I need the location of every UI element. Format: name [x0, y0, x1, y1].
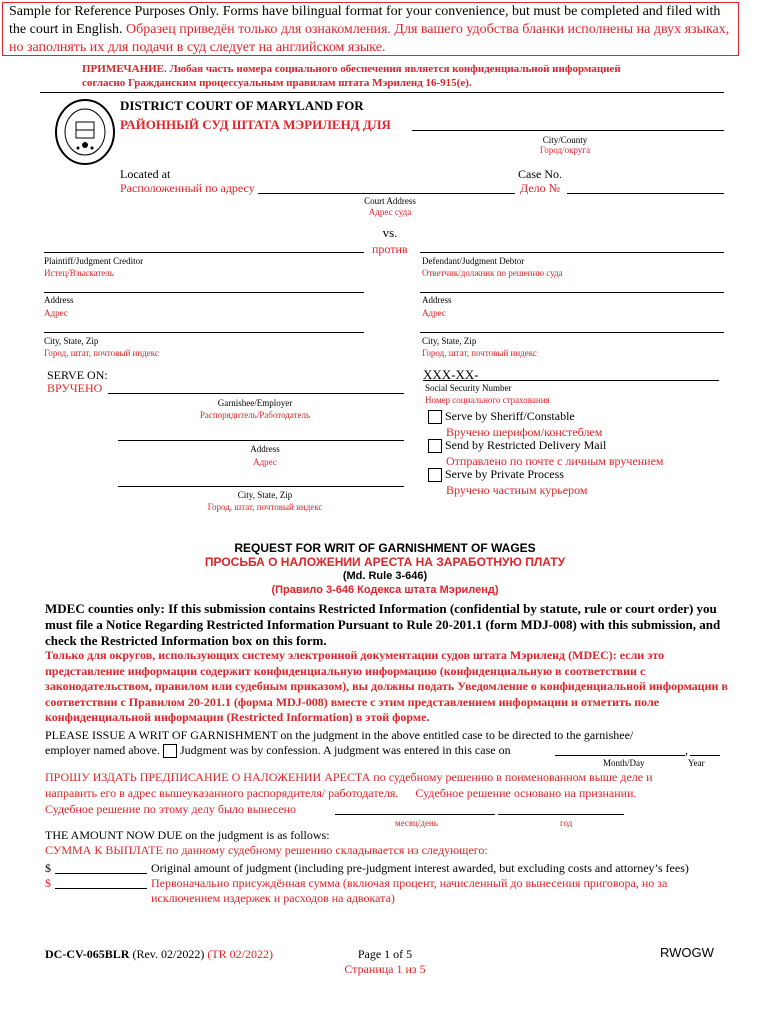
serve-mail-option[interactable] — [428, 438, 606, 453]
garnishee-address-en: Address — [250, 444, 280, 454]
judgment-monthday-field-ru[interactable] — [335, 814, 495, 815]
serve-on-ru: ВРУЧЕНО — [47, 381, 103, 395]
judgment-year-field-ru[interactable] — [498, 814, 624, 815]
note-line-1: ПРИМЕЧАНИЕ. Любая часть номера социального обеспечения является конфиденциальной информацией — [82, 63, 621, 75]
defendant-csz-ru: Город, штат, почтовый индекс — [422, 348, 537, 358]
month-day-label-ru: месяц/день — [395, 818, 438, 828]
garnishee-name-field[interactable] — [108, 393, 404, 394]
plaintiff-address-en: Address — [44, 295, 74, 305]
page-number-en: Page 1 of 5 — [357, 947, 413, 961]
court-address-label-ru: Адрес суда — [368, 207, 412, 217]
form-title-ru: ПРОСЬБА О НАЛОЖЕНИИ АРЕСТА НА ЗАРАБОТНУЮ ПЛАТУ — [204, 555, 566, 569]
garnishee-csz-field[interactable] — [118, 486, 404, 487]
private-label-en: Serve by Private Process — [445, 467, 564, 481]
ssn-label-ru: Номер социального страхования — [425, 395, 550, 405]
garnishee-address-field[interactable] — [118, 440, 404, 441]
request-confession-text-ru: Судебное решение основано на признании. — [415, 786, 637, 800]
judgment-monthday-field[interactable] — [555, 755, 685, 756]
dollar-sign-ru: $ — [45, 876, 51, 890]
serve-on-en: SERVE ON: — [47, 368, 108, 382]
footer-form-id — [45, 947, 273, 962]
located-at-en: Located at — [120, 167, 171, 181]
defendant-address-field[interactable] — [420, 292, 724, 293]
sheriff-checkbox[interactable] — [428, 410, 442, 424]
ssn-label-en: Social Security Number — [425, 383, 512, 393]
defendant-csz-field[interactable] — [420, 332, 724, 333]
confession-checkbox[interactable] — [163, 744, 177, 758]
request-employer-text: employer named above. — [45, 743, 160, 757]
month-day-label-en: Month/Day — [603, 758, 645, 768]
original-amount-field[interactable] — [55, 873, 147, 874]
mail-label-en: Send by Restricted Delivery Mail — [445, 438, 607, 452]
ssn-field[interactable] — [423, 380, 719, 381]
case-no-en: Case No. — [518, 167, 562, 181]
banner-english: Sample for Reference Purposes Only. Forms have bilingual format for your convenience, but must be completed and filed with the court in English. — [9, 4, 721, 37]
sheriff-label-ru: Вручено шерифом/констеблем — [446, 425, 603, 439]
plaintiff-csz-en: City, State, Zip — [44, 336, 99, 346]
banner-russian: Образец приведён только для ознакомления. Для вашего удобства бланки исполнены на двух языках, но заполнять их для подачи в суд следует на английском языке. — [9, 22, 730, 55]
located-at-ru: Расположенный по адресу — [120, 181, 255, 195]
court-title-ru: РАЙОННЫЙ СУД ШТАТА МЭРИЛЕНД ДЛЯ — [120, 117, 391, 132]
plaintiff-label-en: Plaintiff/Judgment Creditor — [44, 256, 144, 266]
request-line-1-ru: ПРОШУ ИЗДАТЬ ПРЕДПИСАНИЕ О НАЛОЖЕНИИ АРЕСТА по судебному решению в поименованном выше деле и — [45, 770, 653, 784]
form-revision: (Rev. 02/2022) — [132, 947, 205, 961]
serve-sheriff-option[interactable] — [428, 409, 575, 424]
year-label-ru: год — [560, 818, 573, 828]
plaintiff-csz-ru: Город, штат, почтовый индекс — [44, 348, 159, 358]
note-line-2: согласно Гражданским процессуальным правилам штата Мэриленд 16-915(e). — [82, 77, 472, 89]
dollar-sign-en: $ — [45, 861, 51, 875]
original-amount-field-ru[interactable] — [55, 888, 147, 889]
request-employer-text-ru: направить его в адрес вышеуказанного распорядителя/ работодателя. — [45, 786, 399, 800]
garnishee-csz-en: City, State, Zip — [237, 490, 293, 500]
defendant-csz-en: City, State, Zip — [422, 336, 477, 346]
rule-en: (Md. Rule 3-646) — [342, 570, 428, 582]
mdec-notice-ru: Только для округов, использующих систему электронной документации судов штата Мэриленд (MDEC): если это представление информации содержит конфиденциальную информацию (конфиденциальную в соответствии с законодательством, правилом или судебным приказом), вы должны подать Уведомление о конфиденциальной информации в соответствии с Правилом 20-201.1 (форма MDJ-008) вместе с этим представлением информации и отметить поле конфиденциальной информации (Restricted Information) в этой форме. — [45, 648, 728, 724]
city-county-field[interactable] — [412, 130, 724, 131]
defendant-address-en: Address — [422, 295, 452, 305]
defendant-label-en: Defendant/Judgment Debtor — [422, 256, 525, 266]
garnishee-label-ru: Распорядитель/Работодатель — [199, 410, 311, 420]
amount-due-en: THE AMOUNT NOW DUE on the judgment is as follows: — [45, 828, 330, 842]
amount-due-ru: СУММА К ВЫПЛАТЕ по данному судебному решению складывается из следующего: — [45, 843, 488, 857]
garnishee-label-en: Garnishee/Employer — [217, 398, 293, 408]
form-title-en: REQUEST FOR WRIT OF GARNISHMENT OF WAGES — [234, 541, 536, 555]
divider — [40, 92, 724, 93]
garnishee-address-ru: Адрес — [253, 457, 277, 467]
plaintiff-address-field[interactable] — [44, 292, 364, 293]
plaintiff-name-field[interactable] — [44, 252, 364, 253]
judgment-year-field[interactable] — [690, 755, 720, 756]
court-seal — [54, 98, 116, 166]
request-line-3-ru: Судебное решение по этому делу было вынесено — [45, 802, 297, 816]
plaintiff-address-ru: Адрес — [44, 308, 68, 318]
defendant-label-ru: Ответчик/должник по решению суда — [422, 268, 563, 278]
defendant-address-ru: Адрес — [422, 308, 446, 318]
form-translation-rev: (TR 02/2022) — [207, 947, 274, 961]
mail-checkbox[interactable] — [428, 439, 442, 453]
garnishee-csz-ru: Город, штат, почтовый индекс — [207, 502, 323, 512]
city-county-label-ru: Город/округа — [539, 145, 591, 155]
court-address-field[interactable] — [258, 193, 515, 194]
plaintiff-csz-field[interactable] — [44, 332, 364, 333]
defendant-name-field[interactable] — [420, 252, 724, 253]
form-number: DC-CV-065BLR — [45, 947, 130, 961]
private-checkbox[interactable] — [428, 468, 442, 482]
original-amount-ru-2: исключением издержек и расходов на адвоката) — [151, 891, 395, 905]
private-label-ru: Вручено частным курьером — [446, 483, 588, 497]
page-number-ru: Страница 1 из 5 — [344, 962, 426, 976]
confidential-note — [82, 62, 722, 90]
sheriff-label-en: Serve by Sheriff/Constable — [445, 409, 575, 423]
court-address-label-en: Court Address — [364, 196, 416, 206]
rule-ru: (Правило 3-646 Кодекса штата Мэриленд) — [271, 584, 499, 596]
case-no-ru: Дело № — [520, 181, 561, 195]
mail-label-ru: Отправлено по почте с личным вручением — [446, 454, 664, 468]
city-county-label-en: City/County — [542, 135, 588, 145]
vs-ru: против — [372, 242, 408, 256]
form-code: RWOGW — [660, 945, 714, 960]
vs-en: vs. — [382, 225, 398, 240]
year-label-en: Year — [688, 758, 705, 768]
original-amount-en: Original amount of judgment (including pre-judgment interest awarded, but excluding costs and attorney’s fees) — [151, 861, 689, 875]
court-title-en: DISTRICT COURT OF MARYLAND FOR — [120, 98, 364, 113]
original-amount-ru-1: Первоначально присуждённая сумма (включая процент, начисленный до вынесения приговора, но за — [151, 876, 668, 890]
request-confession-text: Judgment was by confession. A judgment was entered in this case on — [179, 743, 511, 757]
mdec-notice-en: MDEC counties only: If this submission contains Restricted Information (confidential by statute, rule or court order) you must file a Notice Regarding Restricted Information Pursuant to Rule 20-201.1 (form MDJ-008) with this submission, and check the Restricted Information box on this form. — [45, 601, 721, 648]
request-line-1-en: PLEASE ISSUE A WRIT OF GARNISHMENT on the judgment in the above entitled case to be directed to the garnishee/ — [45, 728, 634, 742]
comma-sep: , — [685, 743, 688, 757]
request-line-2-en — [45, 743, 511, 758]
request-line-2-ru — [45, 786, 636, 801]
sample-banner — [2, 2, 739, 56]
ssn-prefix: XXX-XX- — [423, 367, 479, 382]
plaintiff-label-ru: Истец/Взыскатель — [44, 268, 114, 278]
serve-private-option[interactable] — [428, 467, 564, 482]
case-number-field[interactable] — [567, 193, 724, 194]
